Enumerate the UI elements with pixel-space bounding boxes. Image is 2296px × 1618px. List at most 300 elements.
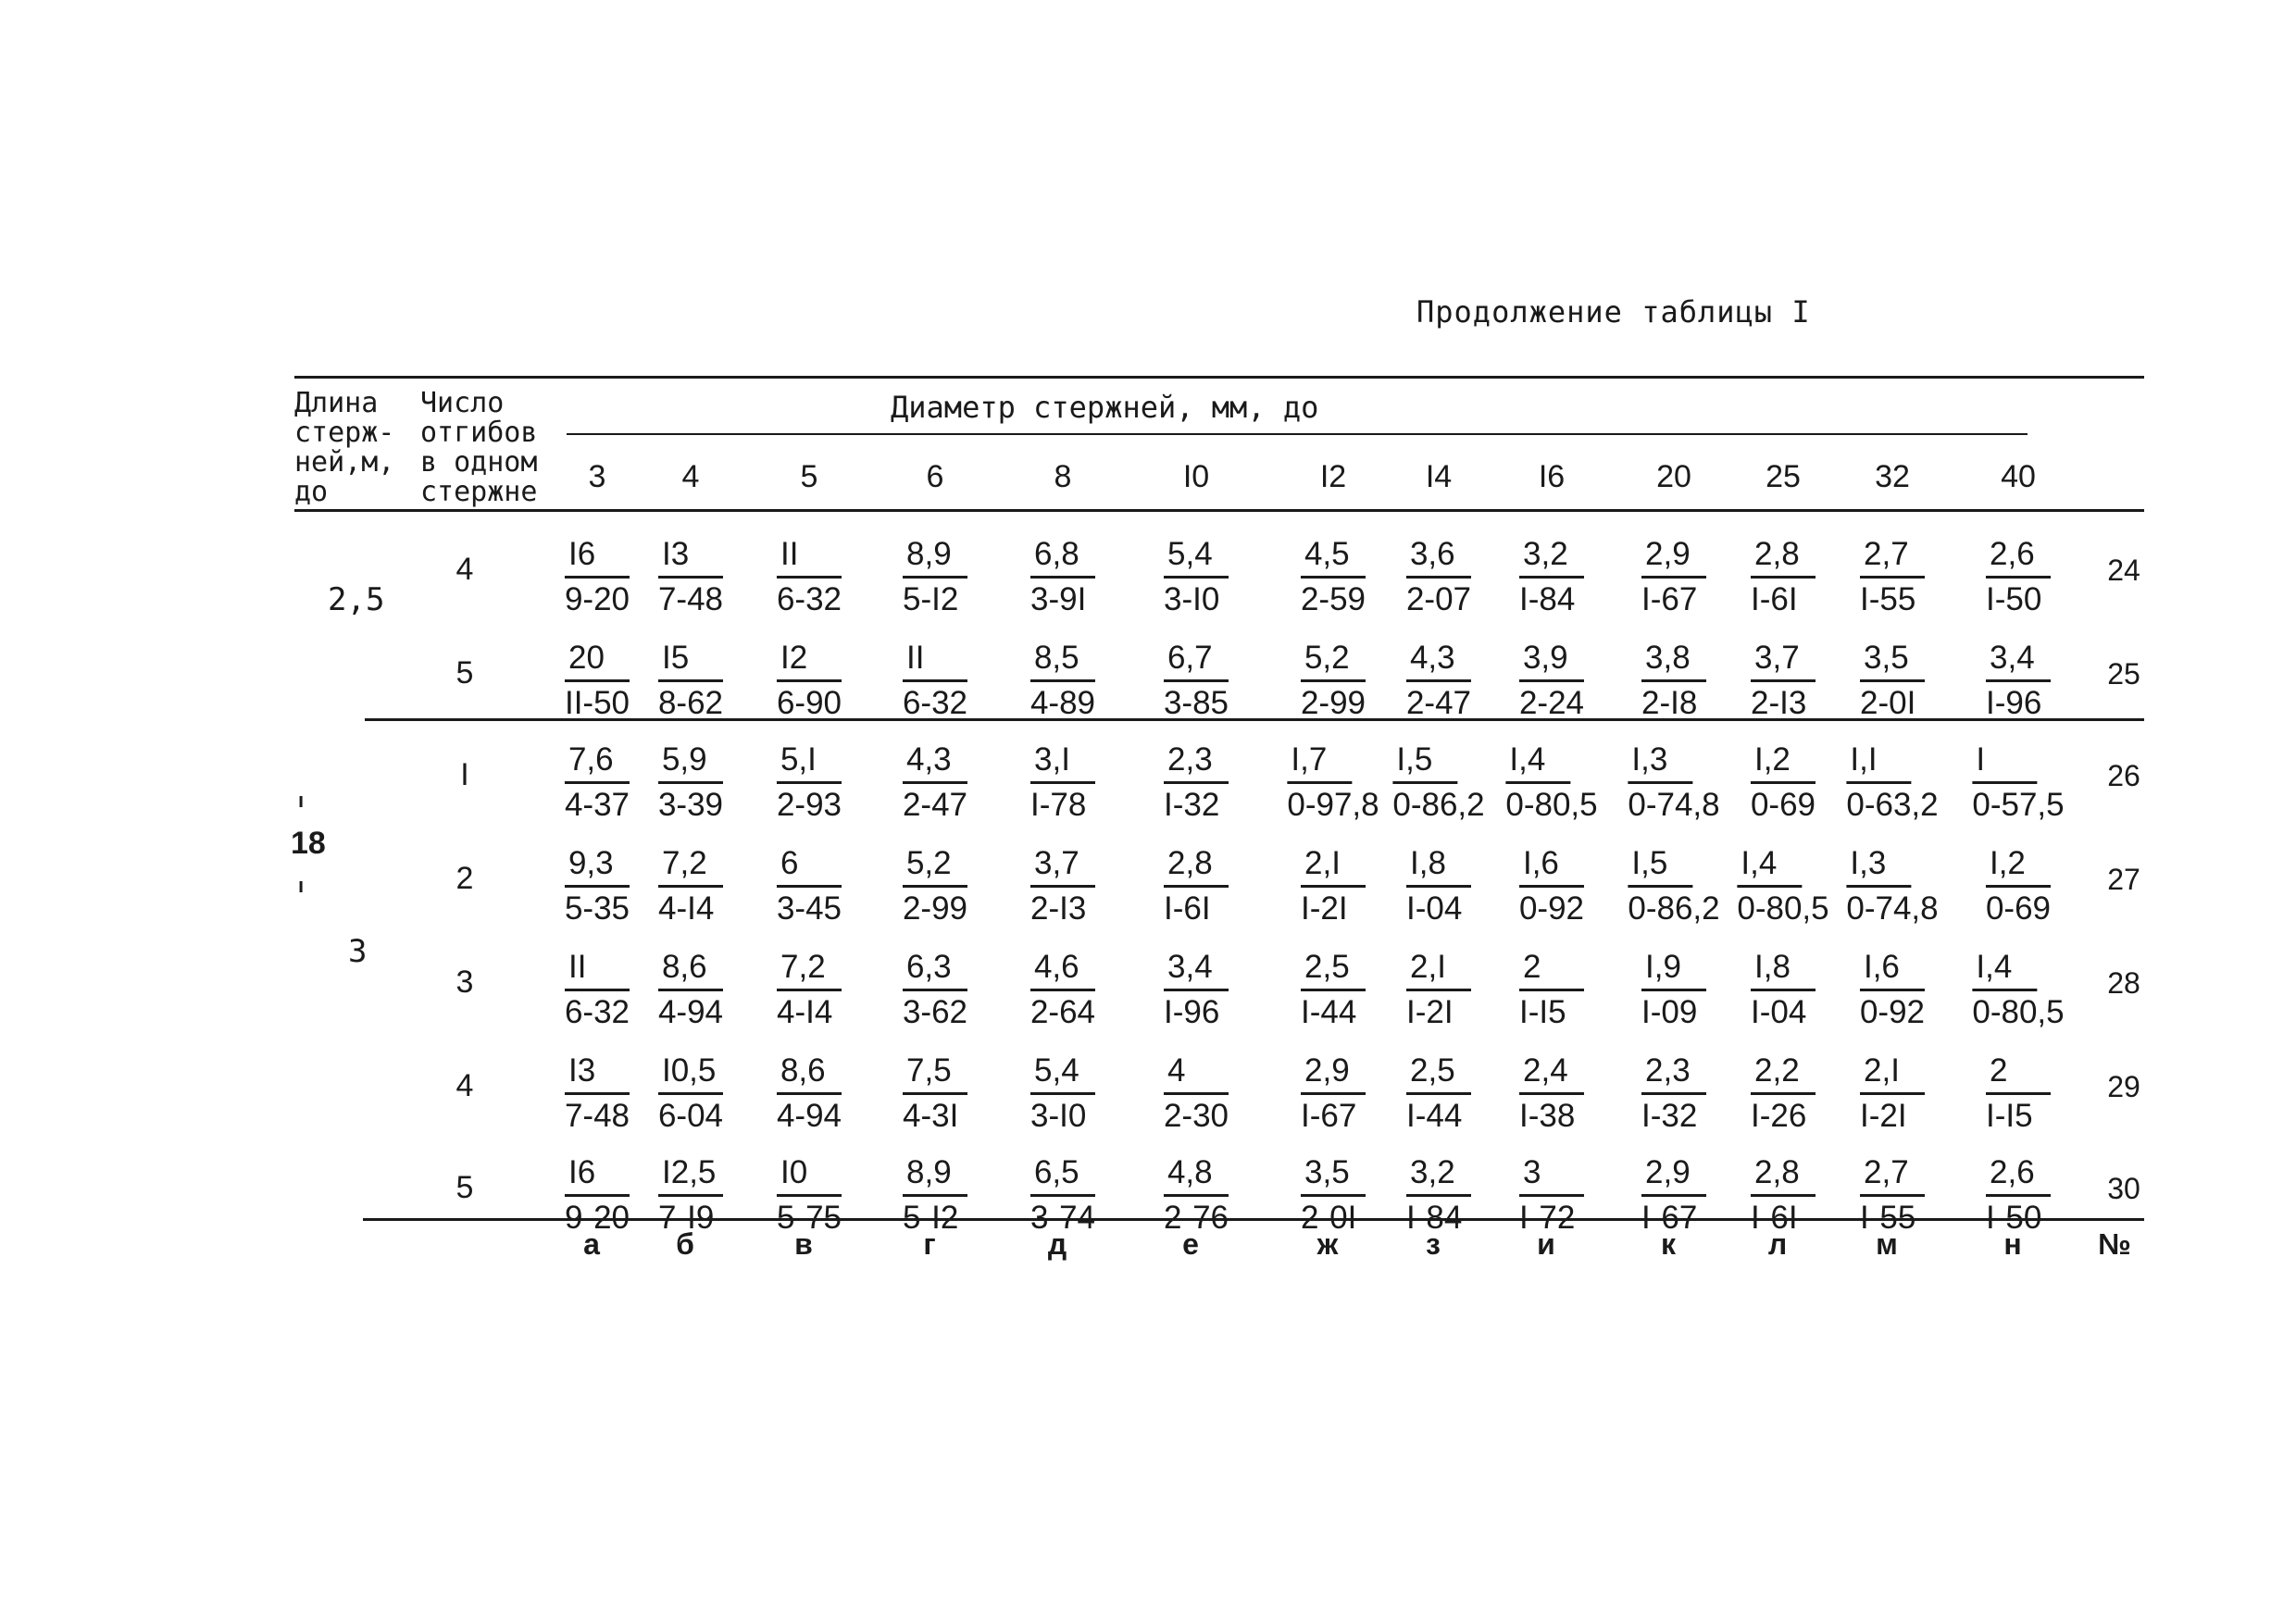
table-cell [1164, 1050, 1229, 1138]
bends-label-line: стержне [420, 476, 538, 508]
cell-denominator: I-2I [1301, 890, 1348, 927]
table-cell [1164, 946, 1229, 1034]
table-cell [777, 637, 842, 725]
cell-numerator: I,2 [1986, 842, 2051, 888]
cell-denominator: I-67 [1301, 1098, 1357, 1134]
table-cell [777, 533, 842, 621]
cell-numerator: 2,I [1301, 842, 1366, 888]
cell-numerator: I [1972, 739, 2037, 784]
table-cell [1301, 1050, 1366, 1138]
cell-numerator: 2,6 [1986, 1151, 2051, 1197]
column-letter: б [676, 1227, 694, 1261]
table-cell [1301, 533, 1366, 621]
cell-denominator: 2-99 [1300, 685, 1366, 721]
cell-denominator: 2-76 [1163, 1200, 1229, 1236]
cell-numerator: 2,5 [1406, 1050, 1471, 1095]
cell-numerator: 6,7 [1164, 637, 1229, 682]
diameter-header: 4 [681, 459, 700, 494]
cell-denominator: 4-I4 [777, 994, 833, 1030]
row-number: 28 [2107, 966, 2140, 1000]
header-diameter-title: Диаметр стержней, мм, до [891, 390, 1319, 425]
cell-numerator: 8,5 [1030, 637, 1095, 682]
cell-denominator: II-50 [564, 685, 630, 721]
column-letter: е [1182, 1227, 1199, 1261]
cell-numerator: I2 [777, 637, 842, 682]
table-cell [1030, 533, 1095, 621]
cell-numerator: 7,2 [777, 946, 842, 991]
diameter-header: 20 [1656, 459, 1691, 494]
cell-numerator: 4,6 [1030, 946, 1095, 991]
bends-label-line: отгибов [420, 417, 538, 449]
table-cell [1751, 637, 1816, 725]
cell-numerator: I2,5 [658, 1151, 723, 1197]
cell-denominator: 6-04 [657, 1098, 724, 1134]
cell-numerator: 3,2 [1519, 533, 1584, 579]
cell-numerator: I,4 [1505, 739, 1570, 784]
cell-numerator: 2,2 [1751, 1050, 1816, 1095]
table-cell [565, 1151, 630, 1239]
row-number: 26 [2107, 759, 2140, 792]
cell-numerator: I5 [658, 637, 723, 682]
table-cell [658, 637, 723, 725]
table-cell [658, 739, 723, 827]
table-cell [1519, 842, 1584, 930]
cell-numerator: 8,6 [658, 946, 723, 991]
cell-denominator: 9-20 [564, 581, 630, 617]
table-cell [1030, 637, 1095, 725]
cell-numerator: I,3 [1628, 739, 1692, 784]
cell-numerator: I,7 [1287, 739, 1352, 784]
cell-denominator: 0-69 [1750, 787, 1816, 823]
column-letter: г [923, 1227, 936, 1261]
cell-denominator: I-04 [1751, 994, 1807, 1030]
cell-numerator: 2 [1986, 1050, 2051, 1095]
margin-mark: 18 [291, 826, 326, 861]
cell-denominator: I-84 [1519, 581, 1576, 617]
cell-denominator: 4-37 [564, 787, 630, 823]
cell-numerator: I6 [565, 533, 630, 579]
cell-numerator: 2,7 [1860, 1151, 1925, 1197]
cell-denominator: 3-39 [657, 787, 724, 823]
cell-denominator: I-44 [1301, 994, 1357, 1030]
table-cell [1751, 739, 1816, 827]
cell-denominator: 0-80,5 [1972, 994, 2065, 1030]
cell-numerator: I3 [565, 1050, 630, 1095]
cell-denominator: I-32 [1164, 787, 1220, 823]
cell-denominator: 3-74 [1029, 1200, 1096, 1236]
cell-numerator: 3,I [1030, 739, 1095, 784]
table-cell [1406, 842, 1471, 930]
cell-denominator: 6-32 [564, 994, 630, 1030]
table-cell [1164, 739, 1229, 827]
cell-numerator: 2,8 [1751, 1151, 1816, 1197]
cell-denominator: I-26 [1751, 1098, 1807, 1134]
table-cell [1164, 637, 1229, 725]
cell-denominator: I-96 [1164, 994, 1220, 1030]
diameter-header: I2 [1319, 459, 1347, 494]
cell-denominator: I-72 [1519, 1200, 1576, 1236]
diameter-header: 32 [1875, 459, 1910, 494]
table-cell [565, 739, 630, 827]
cell-denominator: 0-86,2 [1628, 890, 1720, 927]
length-value: 2,5 [328, 581, 385, 618]
cell-denominator: 8-62 [657, 685, 724, 721]
bends-count: 4 [455, 1068, 474, 1103]
table-cell [1860, 1151, 1925, 1239]
cell-denominator: I-55 [1860, 1200, 1916, 1236]
cell-denominator: 3-62 [902, 994, 968, 1030]
table-cell [777, 1050, 842, 1138]
cell-denominator: 3-9I [1030, 581, 1087, 617]
cell-numerator: 4,3 [903, 739, 967, 784]
row-number: 27 [2107, 863, 2140, 896]
table-cell [565, 637, 630, 725]
diameter-header: I4 [1425, 459, 1453, 494]
cell-numerator: 2,9 [1641, 533, 1706, 579]
cell-denominator: 2-0I [1301, 1200, 1357, 1236]
cell-numerator: I,2 [1751, 739, 1816, 784]
cell-numerator: I,9 [1641, 946, 1706, 991]
cell-denominator: 5-35 [564, 890, 630, 927]
cell-denominator: 4-94 [776, 1098, 842, 1134]
table-cell [1519, 946, 1584, 1034]
cell-numerator: 4,8 [1164, 1151, 1229, 1197]
cell-denominator: 6-32 [776, 581, 842, 617]
cell-denominator: 0-80,5 [1737, 890, 1829, 927]
table-cell [1030, 1151, 1095, 1239]
table-cell [1641, 533, 1706, 621]
cell-denominator: 2-I8 [1641, 685, 1698, 721]
cell-numerator: 20 [565, 637, 630, 682]
table-cell [1751, 1050, 1816, 1138]
cell-denominator: 6-90 [776, 685, 842, 721]
cell-numerator: II [565, 946, 630, 991]
table-cell [1641, 637, 1706, 725]
cell-numerator: 9,3 [565, 842, 630, 888]
cell-numerator: 3,5 [1301, 1151, 1366, 1197]
diameter-header: 5 [800, 459, 818, 494]
cell-numerator: I,8 [1406, 842, 1471, 888]
cell-denominator: 0-97,8 [1287, 787, 1379, 823]
cell-numerator: 2,6 [1986, 533, 2051, 579]
bends-label-line: Число [420, 387, 505, 419]
column-letter: в [794, 1227, 813, 1261]
table-cell [1519, 1151, 1584, 1239]
cell-numerator: 2,I [1860, 1050, 1925, 1095]
table-cell [1406, 637, 1471, 725]
cell-numerator: 3,7 [1751, 637, 1816, 682]
table-cell [777, 739, 842, 827]
cell-denominator: I-78 [1030, 787, 1087, 823]
table-cell [903, 1050, 967, 1138]
diameter-header: 40 [2001, 459, 2036, 494]
table-cell [565, 1050, 630, 1138]
cell-denominator: 0-86,2 [1392, 787, 1485, 823]
cell-numerator: 2,5 [1301, 946, 1366, 991]
table-cell [1641, 1050, 1706, 1138]
table-cell [1641, 946, 1706, 1034]
cell-denominator: 0-57,5 [1972, 787, 2065, 823]
table-cell [1860, 1050, 1925, 1138]
length-label-line: до [294, 476, 329, 508]
column-letter: а [583, 1227, 600, 1261]
top-rule [294, 376, 2144, 379]
table-cell [903, 946, 967, 1034]
cell-denominator: I-67 [1641, 1200, 1698, 1236]
table-cell [777, 842, 842, 930]
cell-denominator: 2-93 [776, 787, 842, 823]
cell-numerator: 2,3 [1164, 739, 1229, 784]
cell-numerator: 7,5 [903, 1050, 967, 1095]
table-cell [1301, 1151, 1366, 1239]
cell-numerator: II [903, 637, 967, 682]
cell-denominator: 2-59 [1300, 581, 1366, 617]
cell-numerator: 3,9 [1519, 637, 1584, 682]
cell-numerator: I0 [777, 1151, 842, 1197]
cell-numerator: 5,2 [903, 842, 967, 888]
diameter-header: I0 [1182, 459, 1210, 494]
table-cell [658, 946, 723, 1034]
row-number: 24 [2107, 554, 2140, 587]
table-cell [1030, 739, 1095, 827]
cell-numerator: 7,2 [658, 842, 723, 888]
cell-numerator: 5,4 [1030, 1050, 1095, 1095]
table-cell [1846, 842, 1938, 930]
cell-numerator: I,8 [1751, 946, 1816, 991]
cell-numerator: 3,7 [1030, 842, 1095, 888]
table-cell [1737, 842, 1828, 930]
table-cell [1505, 739, 1597, 827]
cell-numerator: 6,3 [903, 946, 967, 991]
cell-denominator: 4-3I [903, 1098, 959, 1134]
cell-denominator: 4-94 [657, 994, 724, 1030]
column-letter: д [1047, 1227, 1067, 1261]
bends-count: 3 [455, 965, 474, 1000]
cell-numerator: 6,5 [1030, 1151, 1095, 1197]
table-cell [1519, 637, 1584, 725]
table-cell [1628, 842, 1719, 930]
cell-denominator: 4-I4 [658, 890, 715, 927]
table-cell [1301, 842, 1366, 930]
cell-denominator: 0-92 [1518, 890, 1585, 927]
bends-label-line: в одном [420, 446, 538, 479]
cell-numerator: 3,5 [1860, 637, 1925, 682]
table-cell [903, 637, 967, 725]
cell-denominator: 2-99 [902, 890, 968, 927]
cell-denominator: I-2I [1860, 1098, 1907, 1134]
cell-denominator: 5-75 [776, 1200, 842, 1236]
table-cell [1986, 842, 2051, 930]
cell-denominator: I-2I [1406, 994, 1454, 1030]
column-letter: и [1537, 1227, 1555, 1261]
table-cell [1287, 739, 1379, 827]
cell-numerator: I,4 [1737, 842, 1802, 888]
row-number: 25 [2107, 657, 2140, 691]
cell-denominator: I-I5 [1519, 994, 1566, 1030]
cell-denominator: I-09 [1641, 994, 1698, 1030]
table-cell [777, 1151, 842, 1239]
table-cell [1986, 533, 2051, 621]
cell-denominator: 4-89 [1029, 685, 1096, 721]
cell-denominator: 2-24 [1518, 685, 1585, 721]
table-cell [1860, 946, 1925, 1034]
column-letter: к [1660, 1227, 1677, 1261]
column-letter: л [1767, 1227, 1788, 1261]
cell-denominator: 0-80,5 [1505, 787, 1598, 823]
cell-denominator: 2-64 [1029, 994, 1096, 1030]
table-cell [1972, 946, 2064, 1034]
cell-denominator: 7-I9 [658, 1200, 715, 1236]
cell-numerator: 2,8 [1164, 842, 1229, 888]
table-cell [777, 946, 842, 1034]
bends-count: I [460, 757, 469, 792]
cell-numerator: II [777, 533, 842, 579]
table-caption: Продолжение таблицы I [1416, 294, 1811, 330]
table-cell [1406, 1151, 1471, 1239]
bends-count: 4 [455, 552, 474, 587]
cell-numerator: 7,6 [565, 739, 630, 784]
cell-denominator: 3-I0 [1164, 581, 1220, 617]
table-cell [903, 842, 967, 930]
cell-numerator: 8,6 [777, 1050, 842, 1095]
row-number: 29 [2107, 1070, 2140, 1103]
length-label-line: Длина [294, 387, 379, 419]
header-bottom-rule [294, 509, 2144, 512]
cell-numerator: 4 [1164, 1050, 1229, 1095]
cell-numerator: 2 [1519, 946, 1584, 991]
cell-denominator: 7-48 [564, 1098, 630, 1134]
cell-numerator: 3,4 [1986, 637, 2051, 682]
table-cell [1030, 946, 1095, 1034]
table-cell [1986, 1050, 2051, 1138]
table-cell [658, 533, 723, 621]
cell-denominator: 2-47 [1405, 685, 1472, 721]
diameter-header: 6 [926, 459, 944, 494]
cell-numerator: 5,4 [1164, 533, 1229, 579]
table-cell [1164, 1151, 1229, 1239]
cell-denominator: 5-I2 [903, 1200, 959, 1236]
cell-denominator: I-6I [1751, 581, 1798, 617]
cell-denominator: I-6I [1751, 1200, 1798, 1236]
cell-denominator: 0-74,8 [1628, 787, 1720, 823]
table-cell [1846, 739, 1938, 827]
cell-numerator: 5,I [777, 739, 842, 784]
column-letter: ж [1316, 1227, 1339, 1261]
table-cell [1164, 842, 1229, 930]
cell-denominator: I-I5 [1986, 1098, 2033, 1134]
number-sign-label: № [2098, 1227, 2131, 1261]
margin-tick-bottom: ı [298, 874, 305, 897]
cell-denominator: I-55 [1860, 581, 1916, 617]
cell-numerator: I0,5 [658, 1050, 723, 1095]
table-cell [1986, 637, 2051, 725]
table-cell [1406, 533, 1471, 621]
table-cell [1751, 533, 1816, 621]
cell-denominator: 3-85 [1163, 685, 1229, 721]
cell-numerator: I,5 [1628, 842, 1692, 888]
cell-denominator: 2-0I [1860, 685, 1916, 721]
cell-denominator: 0-63,2 [1846, 787, 1939, 823]
bends-count: 5 [455, 1170, 474, 1205]
table-cell [1030, 1050, 1095, 1138]
table-cell [1628, 739, 1719, 827]
cell-denominator: I-32 [1641, 1098, 1698, 1134]
cell-numerator: I,6 [1519, 842, 1584, 888]
cell-denominator: 2-I3 [1030, 890, 1087, 927]
table-cell [1860, 637, 1925, 725]
table-cell [1392, 739, 1484, 827]
bends-count: 2 [455, 861, 474, 896]
table-cell [658, 842, 723, 930]
table-cell [565, 842, 630, 930]
cell-denominator: 5-I2 [903, 581, 959, 617]
diameter-header: 8 [1054, 459, 1072, 494]
cell-numerator: 6 [777, 842, 842, 888]
cell-numerator: 2,7 [1860, 533, 1925, 579]
cell-denominator: I-96 [1986, 685, 2042, 721]
cell-denominator: 2-I3 [1751, 685, 1807, 721]
cell-denominator: 2-47 [902, 787, 968, 823]
diameter-header: 3 [588, 459, 606, 494]
cell-numerator: 4,3 [1406, 637, 1471, 682]
cell-denominator: 7-48 [657, 581, 724, 617]
cell-numerator: I6 [565, 1151, 630, 1197]
table-cell [903, 739, 967, 827]
column-letter: м [1876, 1227, 1898, 1261]
table-cell [1519, 1050, 1584, 1138]
column-letter: н [2003, 1227, 2022, 1261]
cell-denominator: 2-07 [1405, 581, 1472, 617]
margin-tick-top: ı [298, 789, 305, 812]
cell-denominator: 3-I0 [1030, 1098, 1087, 1134]
table-cell [1519, 533, 1584, 621]
table-cell [1972, 739, 2064, 827]
cell-numerator: 4,5 [1301, 533, 1366, 579]
cell-denominator: 0-69 [1985, 890, 2052, 927]
cell-numerator: I,6 [1860, 946, 1925, 991]
cell-numerator: 2,9 [1301, 1050, 1366, 1095]
bends-count: 5 [455, 655, 474, 691]
table-cell [1751, 1151, 1816, 1239]
cell-denominator: 3-45 [776, 890, 842, 927]
cell-numerator: 2,3 [1641, 1050, 1706, 1095]
table-cell [1301, 637, 1366, 725]
table-cell [903, 1151, 967, 1239]
cell-denominator: 6-32 [902, 685, 968, 721]
cell-numerator: 2,9 [1641, 1151, 1706, 1197]
cell-numerator: 3,8 [1641, 637, 1706, 682]
table-cell [1751, 946, 1816, 1034]
cell-numerator: I,4 [1972, 946, 2037, 991]
cell-numerator: 8,9 [903, 1151, 967, 1197]
row-number: 30 [2107, 1172, 2140, 1205]
table-cell [565, 533, 630, 621]
cell-numerator: I3 [658, 533, 723, 579]
table-cell [1406, 1050, 1471, 1138]
table-cell [565, 946, 630, 1034]
cell-denominator: 9-20 [564, 1200, 630, 1236]
cell-denominator: 0-92 [1859, 994, 1926, 1030]
table-cell [1030, 842, 1095, 930]
table-cell [1641, 1151, 1706, 1239]
length-value: 3 [348, 933, 368, 970]
cell-denominator: I-6I [1164, 890, 1211, 927]
cell-numerator: 2,I [1406, 946, 1471, 991]
cell-numerator: 2,4 [1519, 1050, 1584, 1095]
length-label-line: ней,м, [294, 446, 395, 479]
cell-numerator: 3 [1519, 1151, 1584, 1197]
header-bends-label [420, 389, 537, 507]
